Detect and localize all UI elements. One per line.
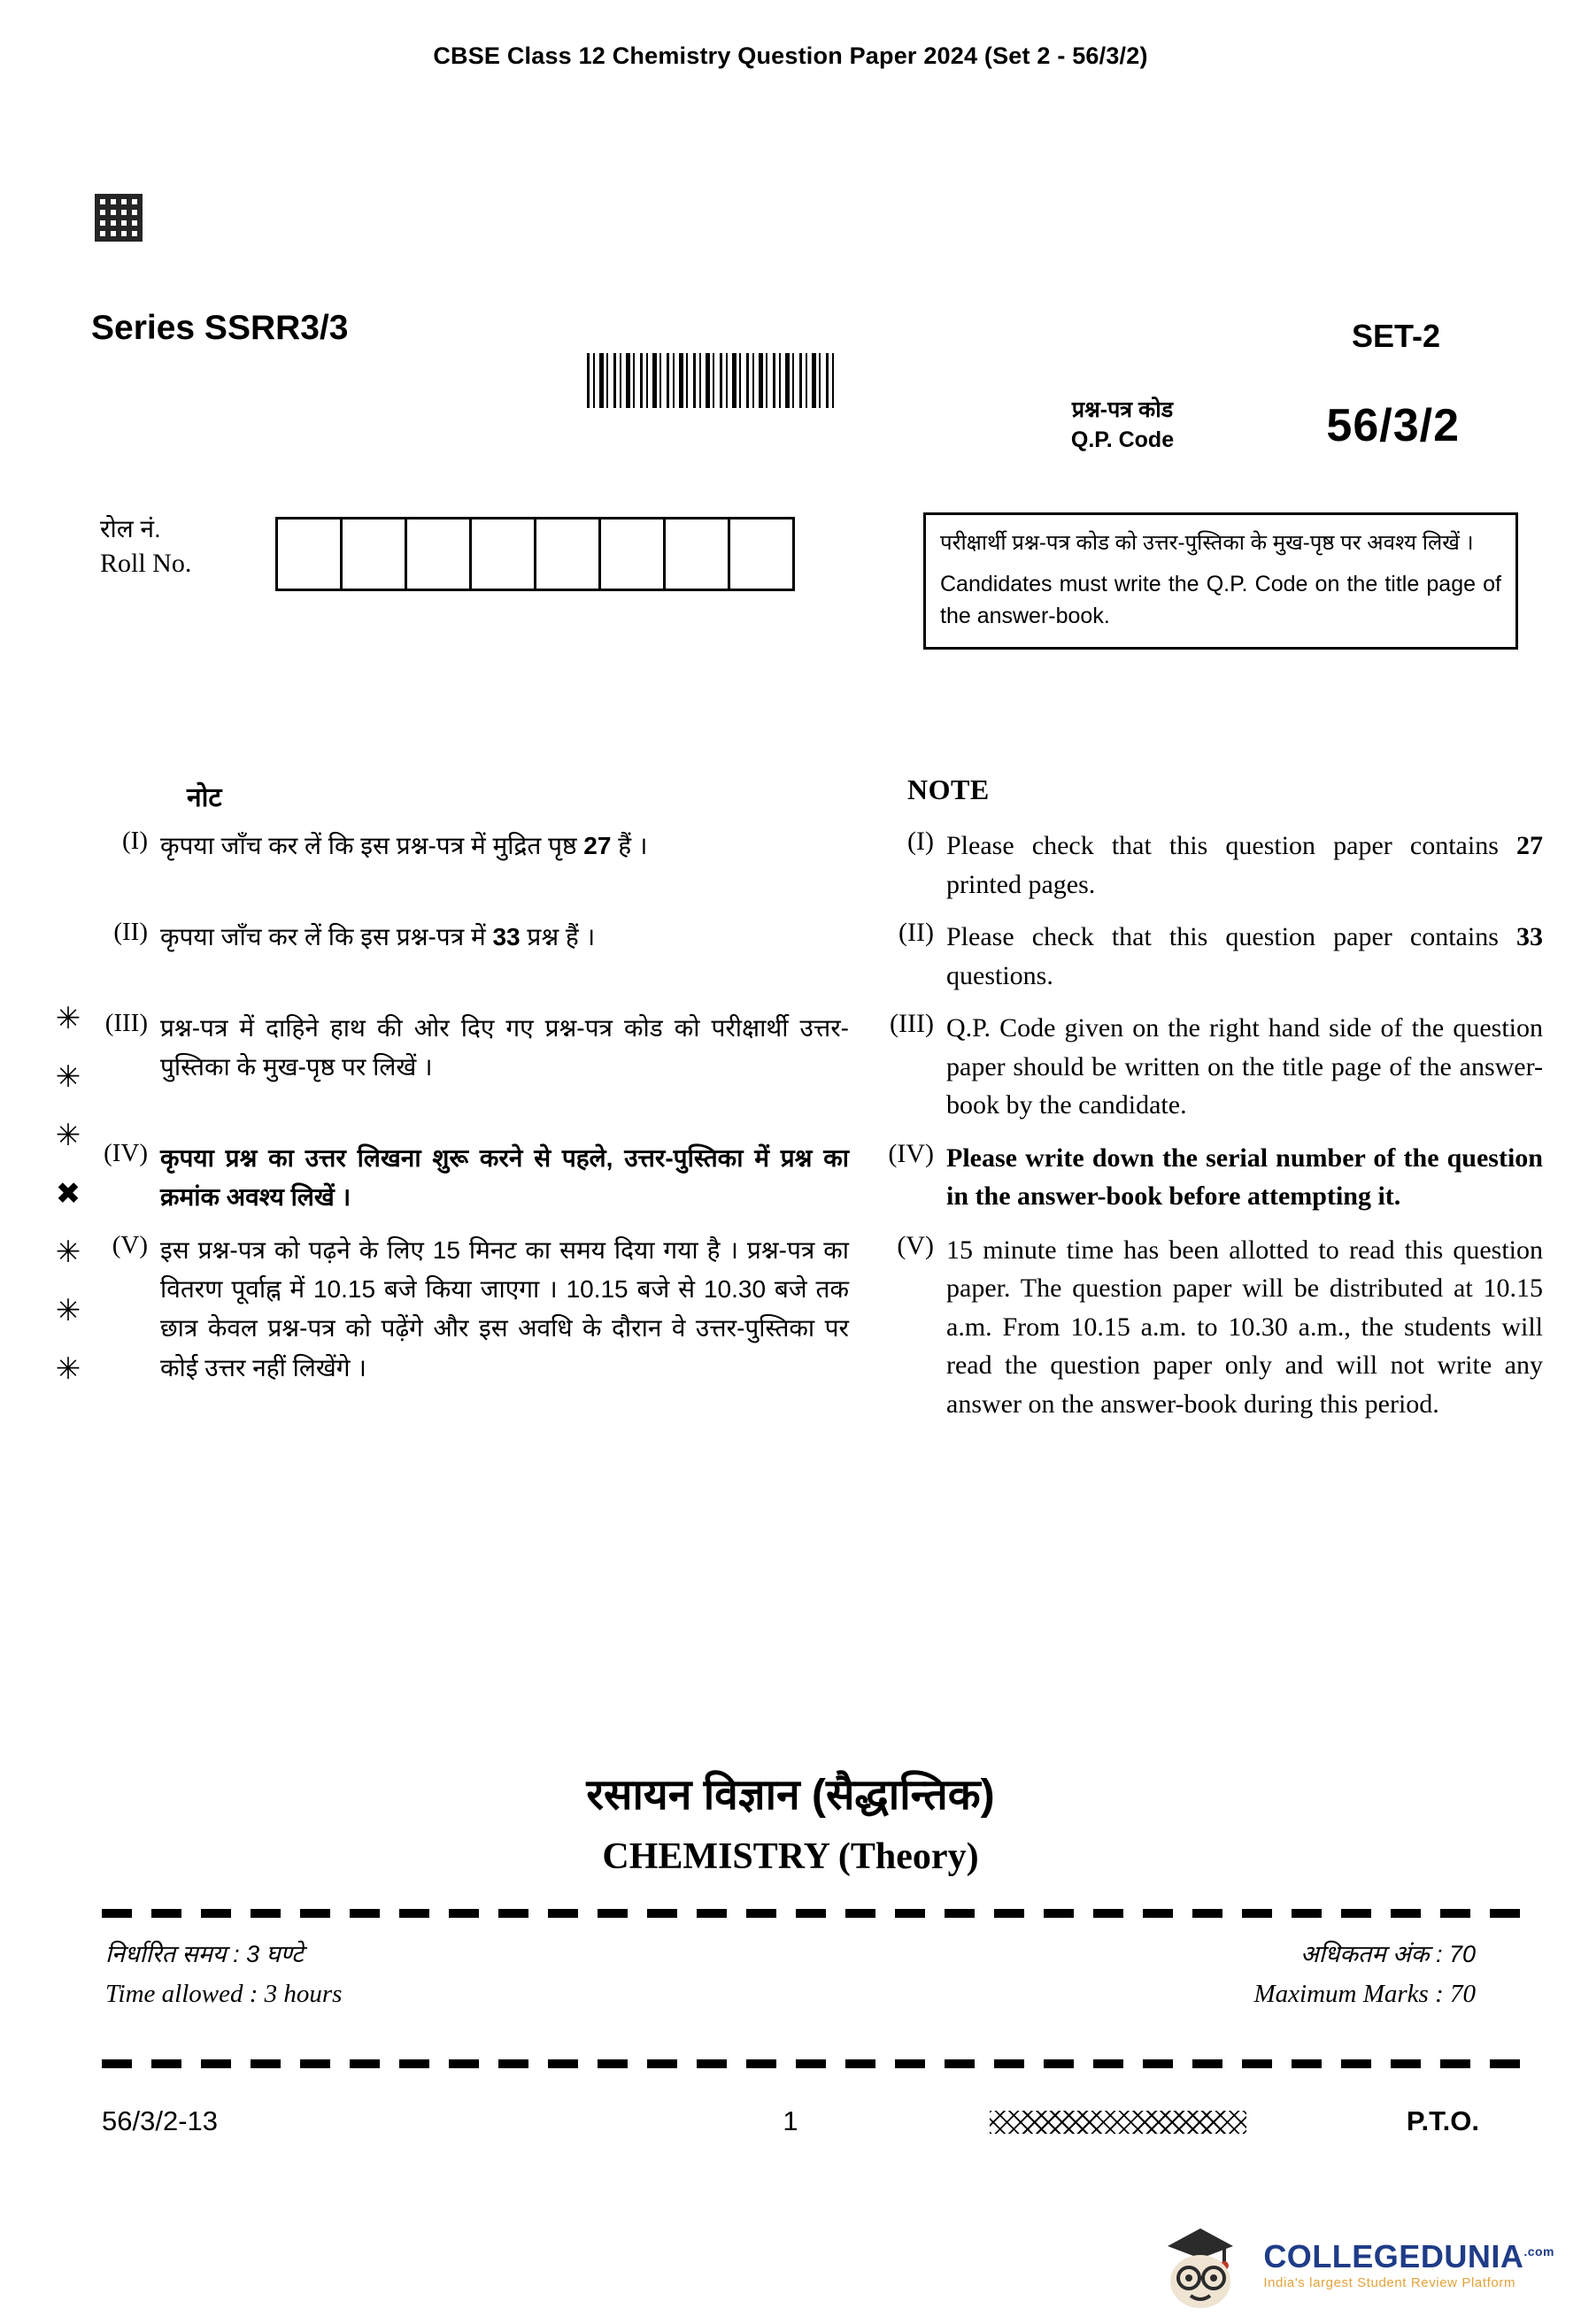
note-item [91, 1139, 1543, 1217]
roll-no-cell[interactable] [407, 519, 472, 589]
note-item-english [870, 918, 1543, 995]
note-item [91, 1231, 1543, 1424]
roll-no-cell[interactable] [536, 519, 601, 589]
note-item [91, 1009, 1543, 1125]
note-item-number: (I) [907, 827, 934, 856]
time-allowed-hindi: निर्धारित समय : 3 घण्टे [105, 1941, 304, 1967]
subject-title-english: CHEMISTRY (Theory) [602, 1836, 979, 1877]
note-item-hindi [91, 1231, 870, 1424]
roll-no-cell[interactable] [730, 519, 795, 589]
page-title: CBSE Class 12 Chemistry Question Paper 2024 (Set 2 - 56/3/2) [433, 42, 1148, 69]
candidate-instruction-hindi: परीक्षार्थी प्रश्न-पत्र कोड को उत्तर-पुस्तिका के मुख-पृष्ठ पर अवश्य लिखें । [940, 531, 1474, 555]
watermark [1152, 2220, 1554, 2308]
footer-paper-code: 56/3/2-13 [102, 2105, 218, 2136]
note-item-text-english: Q.P. Code given on the right hand side of the question paper should be written on the title page of the answer-book by the candidate. [946, 1013, 1543, 1120]
asterisk-icon: ✖ [55, 1178, 81, 1211]
divider-bottom [102, 2059, 1536, 2068]
roll-no-label [100, 512, 191, 581]
subject-title-hindi: रसायन विज्ञान (सैद्धान्तिक) [586, 1772, 995, 1819]
margin-decoration [50, 990, 86, 1399]
note-item-number: (II) [113, 918, 148, 946]
watermark-brand: $COLLEGEDUNIA^{.com}$ [1263, 2237, 1554, 2274]
candidate-instruction-english: Candidates must write the Q.P. Code on the title page of the answer-book. [940, 572, 1501, 629]
note-item-text-hindi: कृपया प्रश्न का उत्तर लिखना शुरू करने से पहले, उत्तर-पुस्तिका में प्रश्न का क्रमांक अवश्य लिखें । [160, 1143, 849, 1211]
note-list [91, 827, 1543, 1437]
note-item-text-english: Please check that this question paper contains 27 printed pages. [946, 831, 1543, 899]
qp-code-label-english: Q.P. Code [1070, 427, 1175, 452]
note-item-text-hindi: कृपया जाँच कर लें कि इस प्रश्न-पत्र में मुद्रित पृष्ठ 27 हैं । [160, 832, 648, 859]
note-item-number: (IV) [104, 1138, 148, 1167]
qp-code-value: 56/3/2 [1326, 400, 1460, 451]
set-number: SET-2 [1351, 318, 1440, 354]
note-item-hindi [91, 1009, 870, 1125]
mascot-icon [1152, 2220, 1249, 2308]
note-item-english [870, 1139, 1543, 1217]
maximum-marks [1254, 1935, 1476, 2015]
note-item-number: (II) [898, 918, 934, 947]
roll-no-cell[interactable] [472, 519, 536, 589]
note-item-text-hindi: कृपया जाँच कर लें कि इस प्रश्न-पत्र में 33 प्रश्न हैं । [160, 923, 596, 950]
note-item-hindi [91, 1139, 870, 1217]
time-allowed-english: Time allowed : 3 hours [105, 1980, 343, 2009]
note-item-number: (III) [104, 1009, 148, 1037]
watermark-tagline: India's largest Student Review Platform [1263, 2274, 1516, 2290]
note-title-english: NOTE [907, 773, 990, 805]
note-item-number: (V) [897, 1230, 934, 1260]
watermark-brand-suffix: .com [1523, 2243, 1554, 2259]
note-item-number: (I) [122, 827, 148, 855]
maximum-marks-english: Maximum Marks : 70 [1253, 1980, 1476, 2009]
asterisk-icon: ✳ [55, 1353, 81, 1386]
roll-no-label-hindi: रोल नं. [100, 515, 161, 543]
roll-no-input[interactable] [275, 517, 795, 591]
qp-code-label [990, 396, 1255, 456]
roll-no-cell[interactable] [666, 519, 730, 589]
asterisk-icon: ✳ [55, 1120, 81, 1152]
asterisk-icon: ✳ [55, 1003, 81, 1035]
note-item-hindi [91, 918, 870, 995]
watermark-text [1263, 2238, 1554, 2290]
maximum-marks-hindi: अधिकतम अंक : 70 [1300, 1941, 1476, 1967]
barcode-icon [587, 353, 835, 408]
roll-no-label-english: Roll No. [100, 548, 192, 578]
note-item-english [870, 1009, 1543, 1125]
question-paper-sheet [38, 70, 1543, 2212]
note-item-text-english: Please check that this question paper contains 33 questions. [946, 922, 1543, 990]
footer-page-number: 1 [783, 2105, 798, 2136]
note-item [91, 827, 1543, 904]
asterisk-icon: ✳ [55, 1236, 81, 1269]
note-item-number: (V) [112, 1230, 148, 1259]
footer-pto: P.T.O. [1406, 2105, 1479, 2136]
asterisk-icon: ✳ [55, 1061, 81, 1094]
qr-code-icon [95, 194, 143, 242]
series-label: Series SSRR3/3 [91, 309, 349, 347]
note-item-english [870, 1231, 1543, 1424]
note-item-text-english: Please write down the serial number of the question in the answer-book before attempting it. [946, 1143, 1543, 1211]
note-item-english [870, 827, 1543, 904]
note-item-hindi [91, 827, 870, 904]
time-allowed [105, 1935, 342, 2015]
note-item-text-hindi: प्रश्न-पत्र में दाहिने हाथ की ओर दिए गए प्रश्न-पत्र कोड को परीक्षार्थी उत्तर-पुस्तिका के मुख-पृष्ठ पर लिखें । [160, 1014, 849, 1081]
roll-no-cell[interactable] [343, 519, 407, 589]
note-item-text-english: 15 minute time has been allotted to read this question paper. The question paper will be distributed at 10.15 a.m. From 10.15 a.m. to 10.30 a.m., the students will read the question paper only and will not write any answer on the answer-book during this period. [946, 1235, 1543, 1419]
qp-code-label-hindi: प्रश्न-पत्र कोड [1071, 397, 1174, 422]
candidate-instruction-box [923, 512, 1518, 650]
roll-no-cell[interactable] [278, 519, 343, 589]
note-item-number: (III) [890, 1009, 934, 1038]
note-item-number: (IV) [888, 1138, 934, 1168]
divider-top [102, 1909, 1536, 1918]
zigzag-divider-icon [990, 2111, 1246, 2134]
note-title-hindi: नोट [187, 783, 222, 812]
roll-no-cell[interactable] [601, 519, 666, 589]
note-item [91, 918, 1543, 995]
asterisk-icon: ✳ [55, 1295, 81, 1327]
note-item-text-hindi: इस प्रश्न-पत्र को पढ़ने के लिए 15 मिनट का समय दिया गया है । प्रश्न-पत्र का वितरण पूर्वाह्न में 10.15 बजे किया जाएगा । 10.15 बजे से 10.30 बजे तक छात्र केवल प्रश्न-पत्र को पढ़ेंगे और इस अवधि के दौरान वे उत्तर-पुस्तिका पर कोई उत्तर नहीं लिखेंगे । [160, 1235, 849, 1381]
